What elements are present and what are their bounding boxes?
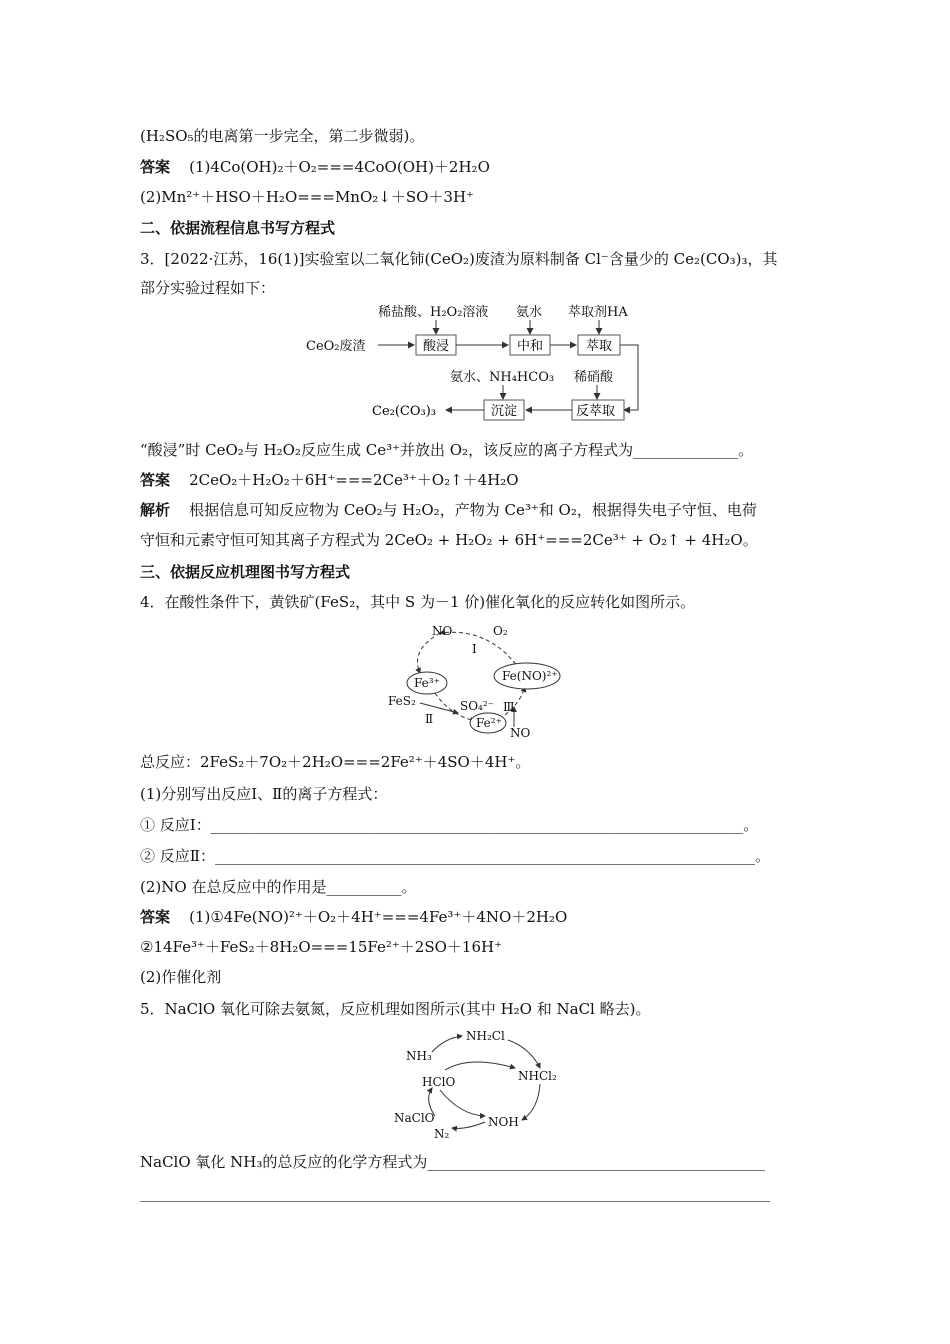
question-5-blank: ____________________________________________________________________________________ bbox=[140, 1184, 770, 1202]
analysis-text: 根据信息可知反应物为 CeO₂与 H₂O₂，产物为 Ce³⁺和 O₂，根据得失电子守恒、电荷 bbox=[189, 501, 757, 519]
flow-box-4-label: 沉淀 bbox=[491, 404, 518, 419]
flow-diagram bbox=[300, 298, 650, 428]
cycle2-nhcl2: NHCl₂ bbox=[518, 1069, 557, 1083]
question-5-prompt: NaClO 氧化 NH₃的总反应的化学方程式为_____________________________________________ bbox=[140, 1153, 765, 1171]
answer-label: 答案 bbox=[140, 471, 171, 489]
flow-box-2-label: 中和 bbox=[517, 339, 544, 354]
flow-reagent-5: 稀硝酸 bbox=[574, 370, 614, 385]
flow-product: Ce₂(CO₃)₃ bbox=[372, 404, 437, 419]
question-3-cont: 部分实验过程如下： bbox=[140, 279, 276, 297]
answer-line-4c: (2)作催化剂 bbox=[140, 968, 222, 986]
cycle1-step3: Ⅲ bbox=[503, 700, 515, 714]
cycle2-nh2cl: NH₂Cl bbox=[466, 1029, 505, 1043]
text-line-1: (H₂SO₅的电离第一步完全，第二步微弱)。 bbox=[140, 127, 425, 145]
answer-text: (1)4Co(OH)₂＋O₂===4CoO(OH)＋2H₂O bbox=[189, 158, 490, 176]
cycle1-feno: Fe(NO)²⁺ bbox=[502, 669, 558, 683]
flow-box-5-label: 反萃取 bbox=[576, 404, 616, 419]
cycle1-no-bottom: NO bbox=[510, 726, 531, 740]
cycle1-step1: Ⅰ bbox=[472, 642, 477, 656]
question-3-prompt: “酸浸”时 CeO₂与 H₂O₂反应生成 Ce³⁺并放出 O₂，该反应的离子方程式为______________。 bbox=[140, 441, 754, 459]
question-4: 4．在酸性条件下，黄铁矿(FeS₂，其中 S 为－1 价)催化氧化的反应转化如图所示。 bbox=[140, 593, 696, 611]
flow-box-3-label: 萃取 bbox=[586, 339, 613, 354]
cycle1-fe2: Fe²⁺ bbox=[476, 716, 502, 730]
cycle2-nh3: NH₃ bbox=[406, 1049, 432, 1063]
analysis-line-1 bbox=[140, 500, 757, 520]
section-heading-3: 三、依据反应机理图书写方程式 bbox=[140, 563, 351, 581]
question-4-part2: (2)NO 在总反应中的作用是__________。 bbox=[140, 878, 417, 896]
question-4-part1: (1)分别写出反应Ⅰ、Ⅱ的离子方程式： bbox=[140, 785, 388, 803]
text-line-3: (2)Mn²⁺＋HSO＋H₂O===MnO₂↓＋SO＋3H⁺ bbox=[140, 188, 474, 206]
cycle1-fes2: FeS₂ bbox=[388, 694, 416, 708]
flow-start: CeO₂废渣 bbox=[306, 339, 366, 354]
cycle1-step2: Ⅱ bbox=[425, 712, 434, 726]
answer-line-4 bbox=[140, 907, 567, 927]
flow-box-1-label: 酸浸 bbox=[423, 339, 450, 354]
answer-line-1 bbox=[140, 157, 490, 177]
cycle1-o2: O₂ bbox=[493, 624, 508, 638]
flow-reagent-3: 萃取剂HA bbox=[568, 305, 628, 320]
cycle-diagram-naclo bbox=[390, 1020, 570, 1145]
cycle2-naclo: NaClO bbox=[394, 1111, 435, 1125]
question-5: 5．NaClO 氧化可除去氨氮，反应机理如图所示(其中 H₂O 和 NaCl 略去)。 bbox=[140, 1000, 651, 1018]
answer-line-3 bbox=[140, 470, 519, 490]
section-heading-2: 二、依据流程信息书写方程式 bbox=[140, 219, 336, 237]
cycle1-fe3: Fe³⁺ bbox=[414, 676, 440, 690]
answer-line-4b: ②14Fe³⁺＋FeS₂＋8H₂O===15Fe²⁺＋2SO＋16H⁺ bbox=[140, 938, 503, 956]
answer-text: 2CeO₂＋H₂O₂＋6H⁺===2Ce³⁺＋O₂↑＋4H₂O bbox=[189, 471, 519, 489]
flow-reagent-2: 氨水 bbox=[516, 305, 543, 320]
flow-reagent-4: 氨水、NH₄HCO₃ bbox=[450, 370, 555, 385]
question-4-blank-2: ② 反应Ⅱ：________________________________________________________________________。 bbox=[140, 847, 770, 865]
answer-label: 答案 bbox=[140, 908, 171, 926]
cycle2-n2: N₂ bbox=[434, 1127, 450, 1141]
cycle2-noh: NOH bbox=[488, 1115, 519, 1129]
cycle-diagram-fes2 bbox=[380, 615, 580, 740]
answer-label: 答案 bbox=[140, 158, 171, 176]
question-4-blank-1: ① 反应Ⅰ：_______________________________________________________________________。 bbox=[140, 816, 759, 834]
cycle1-so4: SO₄²⁻ bbox=[460, 699, 495, 713]
question-3: 3．[2022·江苏，16(1)]实验室以二氧化铈(CeO₂)废渣为原料制备 Cl⁻含量少的 Ce₂(CO₃)₃，其 bbox=[140, 250, 778, 268]
cycle1-no-top: NO bbox=[432, 624, 453, 638]
flow-reagent-1: 稀盐酸、H₂O₂溶液 bbox=[378, 305, 489, 320]
cycle2-hclo: HClO bbox=[422, 1075, 456, 1089]
answer-text: (1)①4Fe(NO)²⁺＋O₂＋4H⁺===4Fe³⁺＋4NO＋2H₂O bbox=[189, 908, 568, 926]
analysis-line-2: 守恒和元素守恒可知其离子方程式为 2CeO₂ + H₂O₂ + 6H⁺===2Ce³⁺ + O₂↑ + 4H₂O。 bbox=[140, 531, 758, 549]
total-reaction: 总反应：2FeS₂＋7O₂＋2H₂O===2Fe²⁺＋4SO＋4H⁺。 bbox=[140, 753, 531, 771]
analysis-label: 解析 bbox=[140, 501, 171, 519]
